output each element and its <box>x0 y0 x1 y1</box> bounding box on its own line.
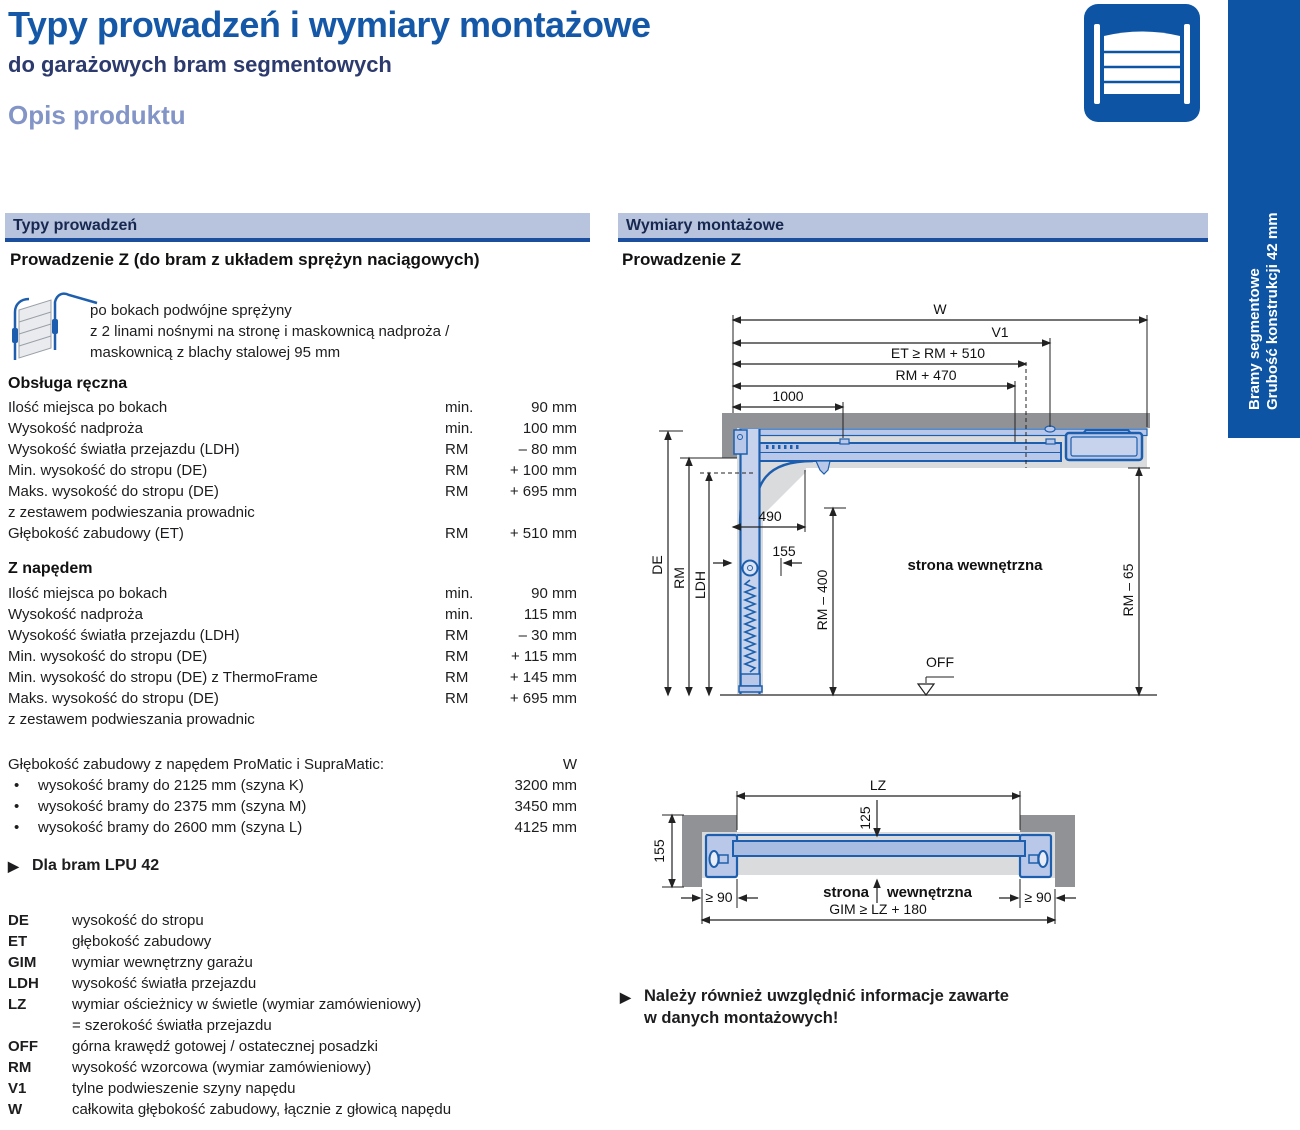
table-row: Min. wysokość do stropu (DE) z ThermoFrame RM + 145 mm <box>8 669 577 686</box>
svg-text:RM: RM <box>671 567 687 589</box>
z-track-door-icon <box>5 292 100 370</box>
svg-text:strona: strona <box>823 884 869 901</box>
operator-head <box>1066 430 1142 460</box>
powered-title: Z napędem <box>8 560 93 577</box>
legend <box>8 910 577 1120</box>
left-lead-heading: Prowadzenie Z (do bram z układem sprężyn naciągowych) <box>10 250 480 269</box>
intro-line1: po bokach podwójne sprężyny <box>90 302 292 319</box>
svg-text:ET ≥ RM + 510: ET ≥ RM + 510 <box>890 345 986 361</box>
legend-row: GIM wymiar wewnętrzny garażu <box>8 954 253 971</box>
section-label: Opis produktu <box>8 100 186 130</box>
dimension-v1 <box>733 324 1050 427</box>
plan-section-diagram <box>618 770 1210 935</box>
svg-text:DE: DE <box>649 555 665 575</box>
svg-text:1000: 1000 <box>772 388 804 404</box>
inside-label-plan <box>823 880 973 903</box>
table-row: Wysokość światła przejazdu (LDH) RM – 80 mm <box>8 441 577 458</box>
list-item: • wysokość bramy do 2375 mm (szyna M) 3450 mm <box>14 798 577 815</box>
manual-title: Obsługa ręczna <box>8 375 128 392</box>
svg-text:RM + 470: RM + 470 <box>895 367 957 383</box>
left-section-bar: Typy prowadzeń <box>5 213 590 242</box>
list-item: • wysokość bramy do 2600 mm (szyna L) 4125 mm <box>14 819 577 836</box>
legend-row: OFF górna krawędź gotowej / ostatecznej posadzki <box>8 1038 379 1055</box>
table-row: Ilość miejsca po bokach min. 90 mm <box>8 399 577 416</box>
depth-unit: W <box>562 756 577 773</box>
legend-row: W całkowita głębokość zabudowy, łącznie z głowicą napędu <box>8 1101 452 1118</box>
table-row: Min. wysokość do stropu (DE) RM + 100 mm <box>8 462 577 479</box>
dimension-125 <box>857 800 877 836</box>
svg-text:≥ 90: ≥ 90 <box>1024 889 1052 905</box>
svg-text:wewnętrzna: wewnętrzna <box>887 884 973 901</box>
lpu42-note <box>8 857 159 875</box>
montage-note <box>620 985 1009 1029</box>
table-row: Maks. wysokość do stropu (DE) RM + 695 mm <box>8 483 577 500</box>
dimension-de <box>649 431 683 695</box>
depth-section <box>8 754 577 838</box>
dimension-et <box>733 345 1026 364</box>
legend-row: RM wysokość wzorcowa (wymiar zamówieniowy) <box>8 1059 372 1076</box>
svg-text:GIM ≥ LZ + 180: GIM ≥ LZ + 180 <box>829 901 927 917</box>
svg-text:155: 155 <box>651 839 667 863</box>
svg-text:OFF: OFF <box>926 654 954 670</box>
off-symbol <box>918 654 954 695</box>
page-title: Typy prowadzeń i wymiary montażowe <box>8 4 651 45</box>
montage-note-line1: Należy również uwzględnić informacje zawarte <box>644 987 1009 1005</box>
svg-text:RM – 400: RM – 400 <box>814 569 830 631</box>
svg-text:155: 155 <box>772 543 796 559</box>
legend-row: LDH wysokość światła przejazdu <box>8 975 257 992</box>
edge-tab-line1: Bramy segmentowe <box>1246 268 1263 410</box>
list-item: • wysokość bramy do 2125 mm (szyna K) 3200 mm <box>14 777 577 794</box>
intro-line2: z 2 linami nośnymi na stronę i maskownicą nadproża / <box>90 323 450 340</box>
svg-text:RM – 65: RM – 65 <box>1120 563 1136 617</box>
table-row: Wysokość nadproża min. 115 mm <box>8 606 577 623</box>
table-row: Maks. wysokość do stropu (DE) RM + 695 mm <box>8 690 577 707</box>
depth-title: Głębokość zabudowy z napędem ProMatic i SupraMatic: <box>8 756 385 773</box>
manual-table <box>8 397 577 544</box>
dimension-155-plan <box>651 815 684 887</box>
table-row: z zestawem podwieszania prowadnic <box>8 504 255 521</box>
edge-tab-text <box>1228 0 1300 438</box>
svg-text:V1: V1 <box>991 324 1009 340</box>
powered-table <box>8 583 577 730</box>
svg-text:LDH: LDH <box>692 570 708 600</box>
intro-paragraph <box>90 300 449 363</box>
table-row: Głębokość zabudowy (ET) RM + 510 mm <box>8 525 577 542</box>
legend-row: V1 tylne podwieszenie szyny napędu <box>8 1080 296 1097</box>
svg-text:125: 125 <box>857 806 873 830</box>
dimension-rm65 <box>1120 468 1150 695</box>
inside-label: strona wewnętrzna <box>907 557 1043 574</box>
svg-text:LZ: LZ <box>869 777 887 793</box>
triangle-bullet-icon: ▶ <box>620 989 631 1005</box>
montage-note-text <box>644 985 1009 1029</box>
table-row: Ilość miejsca po bokach min. 90 mm <box>8 585 577 602</box>
side-section-diagram <box>618 300 1210 710</box>
svg-text:W: W <box>933 301 947 317</box>
svg-text:≥ 90: ≥ 90 <box>705 889 733 905</box>
right-section-bar: Wymiary montażowe <box>618 213 1208 242</box>
legend-row: DE wysokość do stropu <box>8 912 204 929</box>
legend-row: ET głębokość zabudowy <box>8 933 212 950</box>
lpu42-note-text: Dla bram LPU 42 <box>32 857 160 874</box>
page-subtitle: do garażowych bram segmentowych <box>8 52 392 77</box>
edge-tab-line2: Grubość konstrukcji 42 mm <box>1264 212 1281 410</box>
intro-line3: maskownicą z blachy stalowej 95 mm <box>90 344 341 361</box>
legend-row: = szerokość światła przejazdu <box>72 1017 272 1034</box>
dimension-lz <box>737 777 1020 830</box>
legend-row: LZ wymiar ościeżnicy w świetle (wymiar zamówieniowy) <box>8 996 422 1013</box>
table-row: z zestawem podwieszania prowadnic <box>8 711 255 728</box>
svg-text:490: 490 <box>758 508 782 524</box>
edge-tab <box>1228 0 1300 438</box>
dimension-rm400 <box>814 508 846 695</box>
montage-note-line2: w danych montażowych! <box>644 1009 839 1027</box>
right-lead-heading: Prowadzenie Z <box>622 250 742 269</box>
table-row: Min. wysokość do stropu (DE) RM + 115 mm <box>8 648 577 665</box>
table-row: Wysokość nadproża min. 100 mm <box>8 420 577 437</box>
dimension-gim <box>702 901 1055 924</box>
table-row: Wysokość światła przejazdu (LDH) RM – 30 mm <box>8 627 577 644</box>
sectional-door-icon <box>1084 4 1200 122</box>
triangle-bullet-icon: ▶ <box>8 858 19 874</box>
depth-header-row <box>8 754 577 775</box>
